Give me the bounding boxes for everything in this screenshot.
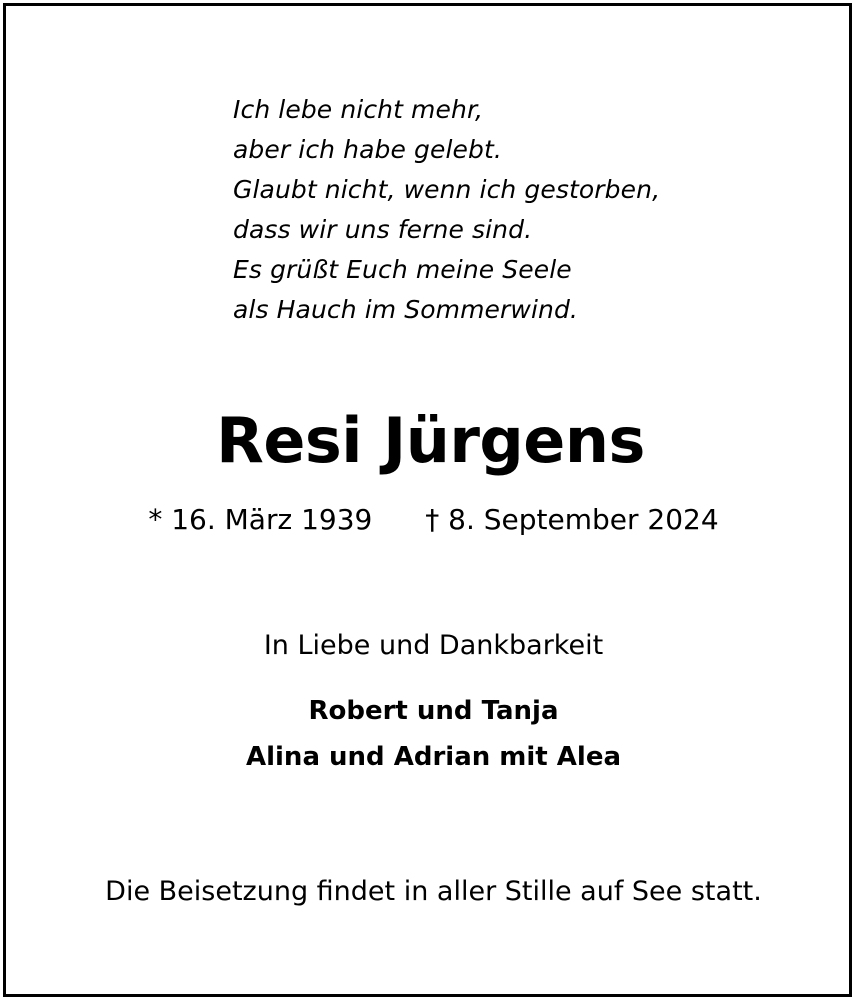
birth-date: * 16. März 1939 (148, 503, 373, 536)
poem-line: dass wir uns ferne sind. (233, 215, 533, 244)
mourner-entry: Alina und Adrian mit Alea (245, 742, 621, 772)
poem-line: Glaubt nicht, wenn ich gestorben, (233, 175, 661, 204)
obituary-frame (3, 3, 852, 997)
poem (233, 90, 660, 330)
mourner-entry: Robert und Tanja (308, 696, 559, 726)
poem-line: aber ich habe gelebt. (233, 135, 502, 164)
life-dates (6, 500, 855, 540)
poem-line: Es grüßt Euch meine Seele (233, 255, 572, 284)
deceased-name: Resi Jürgens (216, 404, 645, 477)
poem-line: Ich lebe nicht mehr, (233, 95, 484, 124)
dedication-text: In Liebe und Dankbarkeit (263, 630, 604, 661)
poem-line: als Hauch im Sommerwind. (233, 295, 578, 324)
burial-notice: Die Beisetzung findet in aller Stille auf See statt. (105, 876, 762, 907)
mourners-list (6, 688, 855, 780)
death-date: † 8. September 2024 (425, 503, 719, 536)
